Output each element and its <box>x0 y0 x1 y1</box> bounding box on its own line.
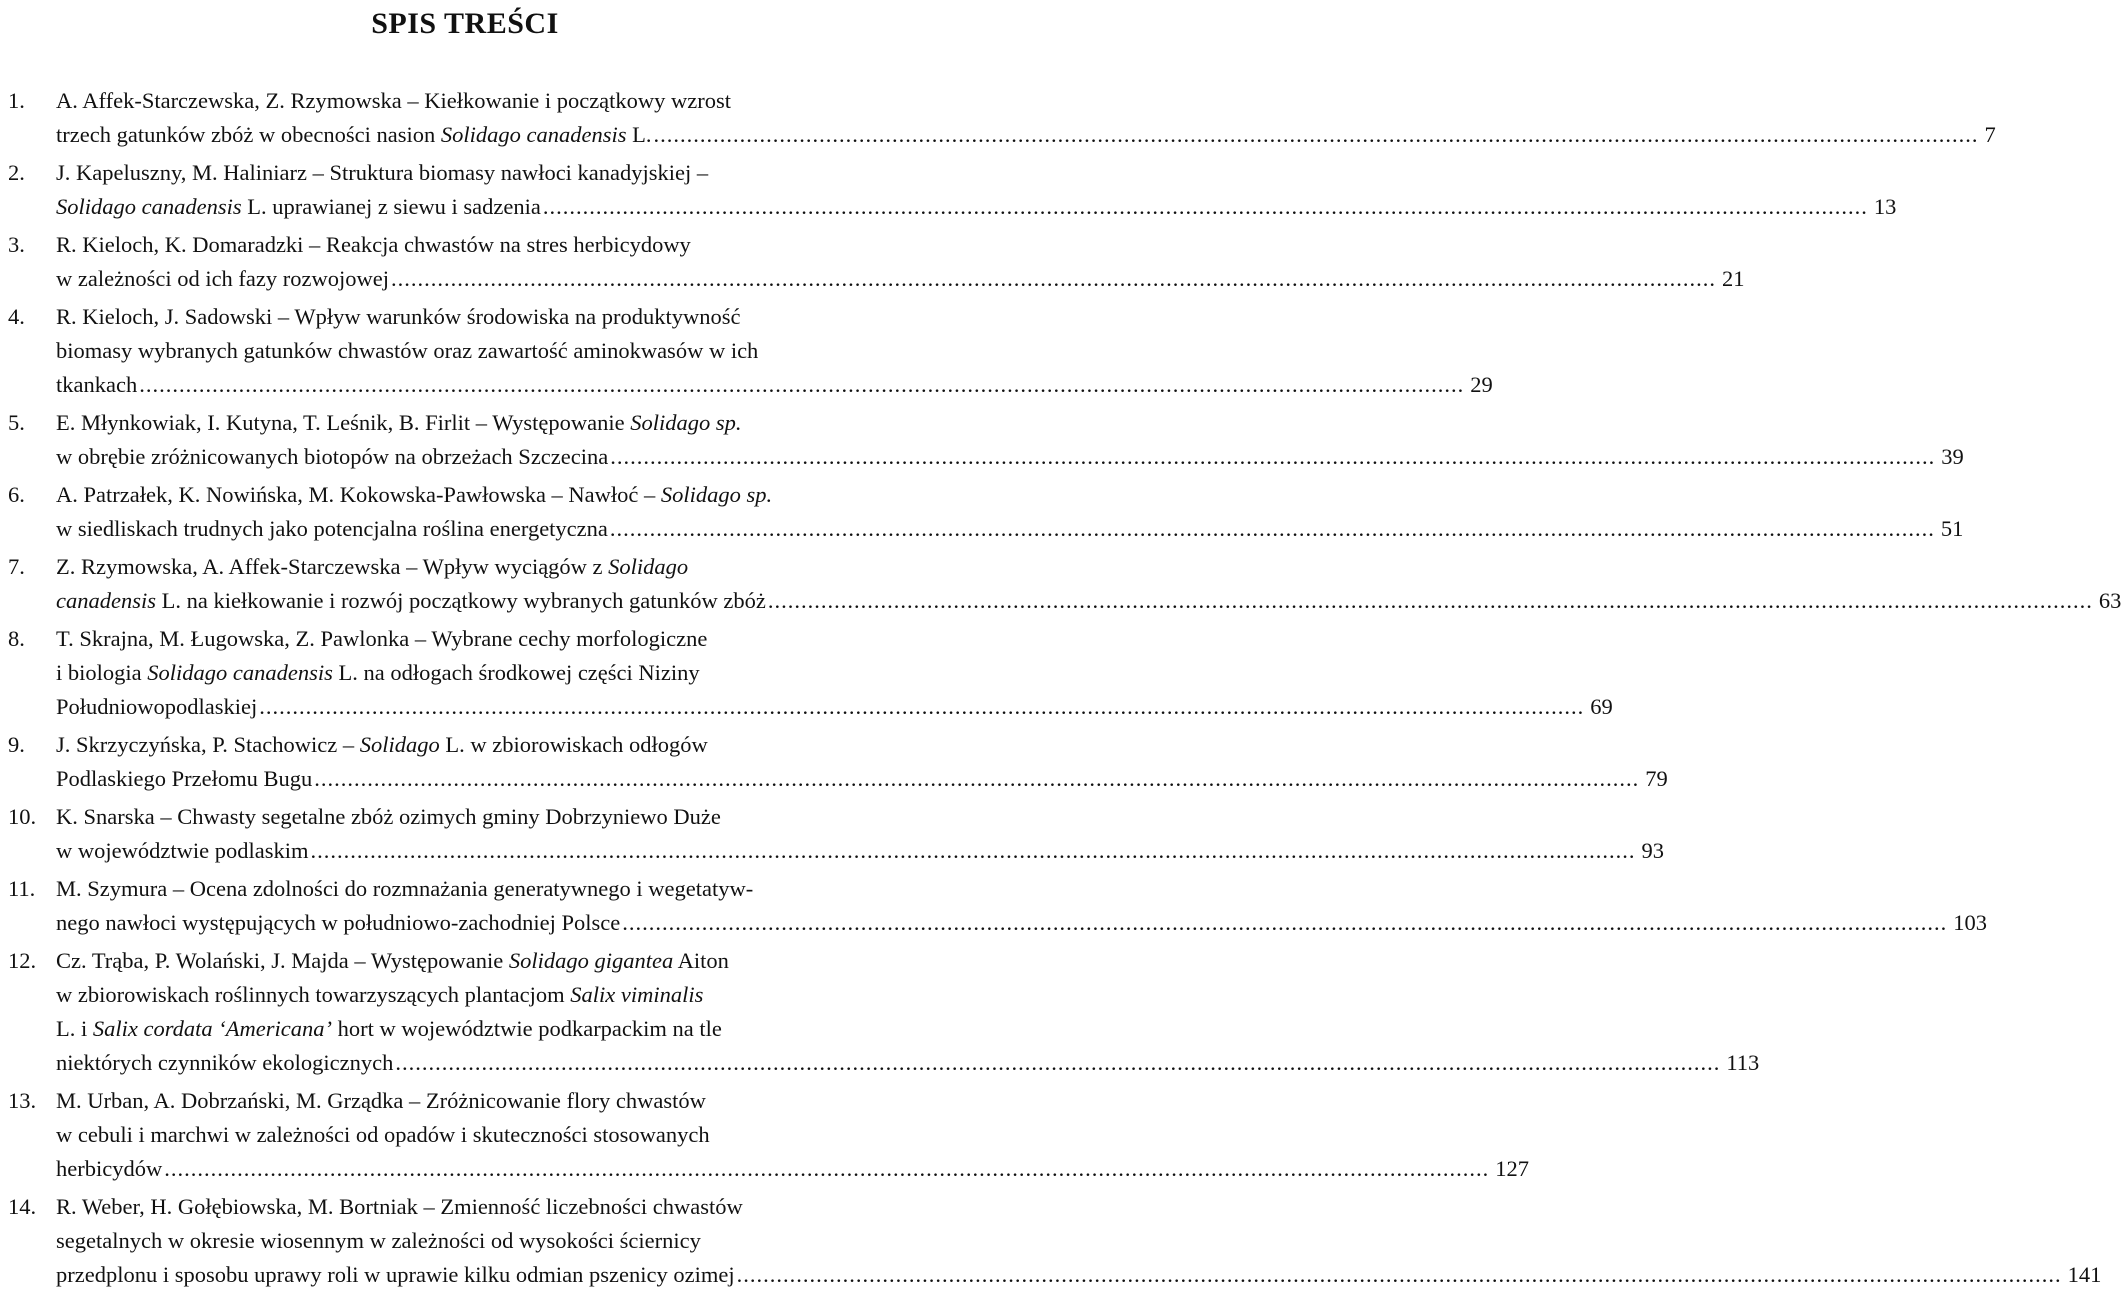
toc-entry <box>8 550 2121 618</box>
toc-entry-title-end: Południowopodlaskiej <box>56 694 258 719</box>
toc-page-number: 51 <box>1940 516 1964 541</box>
toc-entry-body <box>56 156 1897 224</box>
toc-entry-body <box>56 550 2121 618</box>
toc-page-number: 79 <box>1645 766 1668 791</box>
toc-entry-number: 14. <box>8 1194 37 1219</box>
toc-page-number: 13 <box>1873 194 1897 219</box>
toc-page-number: 39 <box>1941 444 1964 469</box>
toc-page-number: 113 <box>1726 1050 1760 1075</box>
toc-entry <box>8 84 1996 152</box>
toc-entry-line: K. Snarska – Chwasty segetalne zbóż ozimych gminy Dobrzyniewo Duże <box>56 804 721 829</box>
dot-leader <box>139 368 1464 402</box>
toc-entry-title-end: Podlaskiego Przełomu Bugu <box>56 766 313 791</box>
toc-entry-number: 4. <box>8 304 25 329</box>
dot-leader <box>654 118 1979 152</box>
toc-entry-number: 3. <box>8 232 25 257</box>
toc-entry-line: J. Kapeluszny, M. Haliniarz – Struktura biomasy nawłoci kanadyjskiej – <box>56 160 709 185</box>
toc-entry-line: A. Affek-Starczewska, Z. Rzymowska – Kiełkowanie i początkowy wzrost <box>56 88 732 113</box>
toc-entry <box>8 622 1613 724</box>
toc-entry-line: i biologia Solidago canadensis L. na odłogach środkowej części Niziny <box>56 660 700 685</box>
toc-entry-number: 6. <box>8 482 25 507</box>
toc-page-number: 63 <box>2098 588 2121 613</box>
toc-entry-title-end: w zależności od ich fazy rozwojowej <box>56 266 389 291</box>
toc-entry <box>8 728 1668 796</box>
toc-entry-title-end: tkankach <box>56 372 138 397</box>
toc-entry-line: M. Szymura – Ocena zdolności do rozmnażania generatywnego i wegetatyw- <box>56 876 754 901</box>
toc-entry-last-line <box>56 690 1613 724</box>
toc-entry <box>8 800 1664 868</box>
dot-leader <box>622 906 1947 940</box>
toc-entry <box>8 872 1987 940</box>
toc-entry-last-line <box>56 1046 1760 1080</box>
toc-entry-line: R. Kieloch, K. Domaradzki – Reakcja chwastów na stres herbicydowy <box>56 232 691 257</box>
toc-entry-line: Z. Rzymowska, A. Affek-Starczewska – Wpływ wyciągów z Solidago <box>56 554 689 579</box>
page-title: SPIS TREŚCI <box>371 7 559 40</box>
toc-entry-line: T. Skrajna, M. Ługowska, Z. Pawlonka – Wybrane cechy morfologiczne <box>56 626 708 651</box>
dot-leader <box>768 584 2093 618</box>
toc-entry-line: L. i Salix cordata ‘Americana’ hort w województwie podkarpackim na tle <box>56 1016 722 1041</box>
toc-entry-title-end: w obrębie zróżnicowanych biotopów na obrzeżach Szczecina <box>56 444 609 469</box>
toc-entry-line: A. Patrzałek, K. Nowińska, M. Kokowska-Pawłowska – Nawłoć – Solidago sp. <box>56 482 773 507</box>
toc-entry-number: 7. <box>8 554 25 579</box>
toc-entry-line: J. Skrzyczyńska, P. Stachowicz – Solidago L. w zbiorowiskach odłogów <box>56 732 708 757</box>
toc-entry <box>8 300 1493 402</box>
dot-leader <box>259 690 1584 724</box>
dot-leader <box>391 262 1716 296</box>
toc-entry-title-end: canadensis L. na kiełkowanie i rozwój początkowy wybranych gatunków zbóż <box>56 588 766 613</box>
toc-entry-number: 12. <box>8 948 37 973</box>
toc-page-number: 21 <box>1722 266 1745 291</box>
dot-leader <box>610 440 1935 474</box>
toc-entry-body <box>56 728 1668 796</box>
toc-entry-line: R. Kieloch, J. Sadowski – Wpływ warunków środowiska na produktywność <box>56 304 741 329</box>
toc-entry-body <box>56 1190 2102 1292</box>
toc-entry-body <box>56 622 1613 724</box>
toc-entry <box>8 478 1964 546</box>
dot-leader <box>314 762 1639 796</box>
toc-entry-line: M. Urban, A. Dobrzański, M. Grządka – Zróżnicowanie flory chwastów <box>56 1088 706 1113</box>
toc-entry-line: Cz. Trąba, P. Wolański, J. Majda – Występowanie Solidago gigantea Aiton <box>56 948 729 973</box>
toc-entry-title-end: w siedliskach trudnych jako potencjalna roślina energetyczna <box>56 516 608 541</box>
toc-entry <box>8 1190 2102 1292</box>
toc-entry-last-line <box>56 262 1745 296</box>
toc-entry-line: E. Młynkowiak, I. Kutyna, T. Leśnik, B. Firlit – Występowanie Solidago sp. <box>56 410 742 435</box>
toc-entry <box>8 156 1897 224</box>
toc-entry-last-line <box>56 118 1996 152</box>
toc-page-number: 127 <box>1495 1156 1529 1181</box>
toc-entry-number: 11. <box>8 876 36 901</box>
table-of-contents <box>8 84 2121 1292</box>
toc-entry-last-line <box>56 762 1668 796</box>
toc-entry-last-line <box>56 1258 2102 1292</box>
toc-entry-title-end: niektórych czynników ekologicznych <box>56 1050 394 1075</box>
toc-page-number: 69 <box>1590 694 1613 719</box>
toc-entry-number: 10. <box>8 804 37 829</box>
toc-entry-title-end: przedplonu i sposobu uprawy roli w uprawie kilku odmian pszenicy ozimej <box>56 1262 735 1287</box>
toc-entry-title-end: Solidago canadensis L. uprawianej z siewu i sadzenia <box>56 194 541 219</box>
toc-page-number: 7 <box>1984 122 1996 147</box>
toc-entry-number: 2. <box>8 160 25 185</box>
toc-entry-title-end: trzech gatunków zbóż w obecności nasion Solidago canadensis L. <box>56 122 652 147</box>
toc-page-number: 141 <box>2067 1262 2102 1287</box>
toc-entry-body <box>56 1084 1529 1186</box>
toc-entry-body <box>56 84 1996 152</box>
dot-leader <box>164 1152 1489 1186</box>
toc-entry-last-line <box>56 190 1897 224</box>
toc-entry-body <box>56 944 1760 1080</box>
toc-entry-body <box>56 872 1987 940</box>
toc-entry-last-line <box>56 1152 1529 1186</box>
toc-page-number: 29 <box>1470 372 1493 397</box>
toc-entry-number: 9. <box>8 732 25 757</box>
toc-entry-body <box>56 478 1964 546</box>
toc-entry-line: R. Weber, H. Gołębiowska, M. Bortniak – Zmienność liczebności chwastów <box>56 1194 743 1219</box>
toc-entry-number: 8. <box>8 626 25 651</box>
toc-entry-body <box>56 300 1493 402</box>
toc-entry-body <box>56 800 1664 868</box>
toc-entry <box>8 1084 1529 1186</box>
toc-entry-last-line <box>56 512 1964 546</box>
toc-entry-title-end: nego nawłoci występujących w południowo-zachodniej Polsce <box>56 910 621 935</box>
toc-entry-line: w cebuli i marchwi w zależności od opadów i skuteczności stosowanych <box>56 1122 710 1147</box>
toc-entry-body <box>56 228 1745 296</box>
dot-leader <box>543 190 1868 224</box>
toc-entry-title-end: herbicydów <box>56 1156 163 1181</box>
toc-entry <box>8 406 1964 474</box>
toc-entry-last-line <box>56 906 1987 940</box>
toc-page-number: 103 <box>1953 910 1987 935</box>
toc-entry-last-line <box>56 584 2121 618</box>
toc-entry-last-line <box>56 440 1964 474</box>
toc-entry-line: biomasy wybranych gatunków chwastów oraz zawartość aminokwasów w ich <box>56 338 759 363</box>
toc-entry-last-line <box>56 834 1664 868</box>
toc-entry-number: 5. <box>8 410 25 435</box>
toc-entry-line: segetalnych w okresie wiosennym w zależności od wysokości ściernicy <box>56 1228 701 1253</box>
toc-entry-body <box>56 406 1964 474</box>
toc-page-number: 93 <box>1641 838 1664 863</box>
dot-leader <box>395 1046 1720 1080</box>
toc-entry-last-line <box>56 368 1493 402</box>
toc-entry-line: w zbiorowiskach roślinnych towarzyszących plantacjom Salix viminalis <box>56 982 704 1007</box>
dot-leader <box>310 834 1635 868</box>
toc-entry-number: 13. <box>8 1088 37 1113</box>
toc-entry-number: 1. <box>8 88 25 113</box>
toc-entry-title-end: w województwie podlaskim <box>56 838 309 863</box>
dot-leader <box>737 1258 2062 1292</box>
dot-leader <box>610 512 1935 546</box>
toc-entry <box>8 944 1760 1080</box>
toc-entry <box>8 228 1745 296</box>
